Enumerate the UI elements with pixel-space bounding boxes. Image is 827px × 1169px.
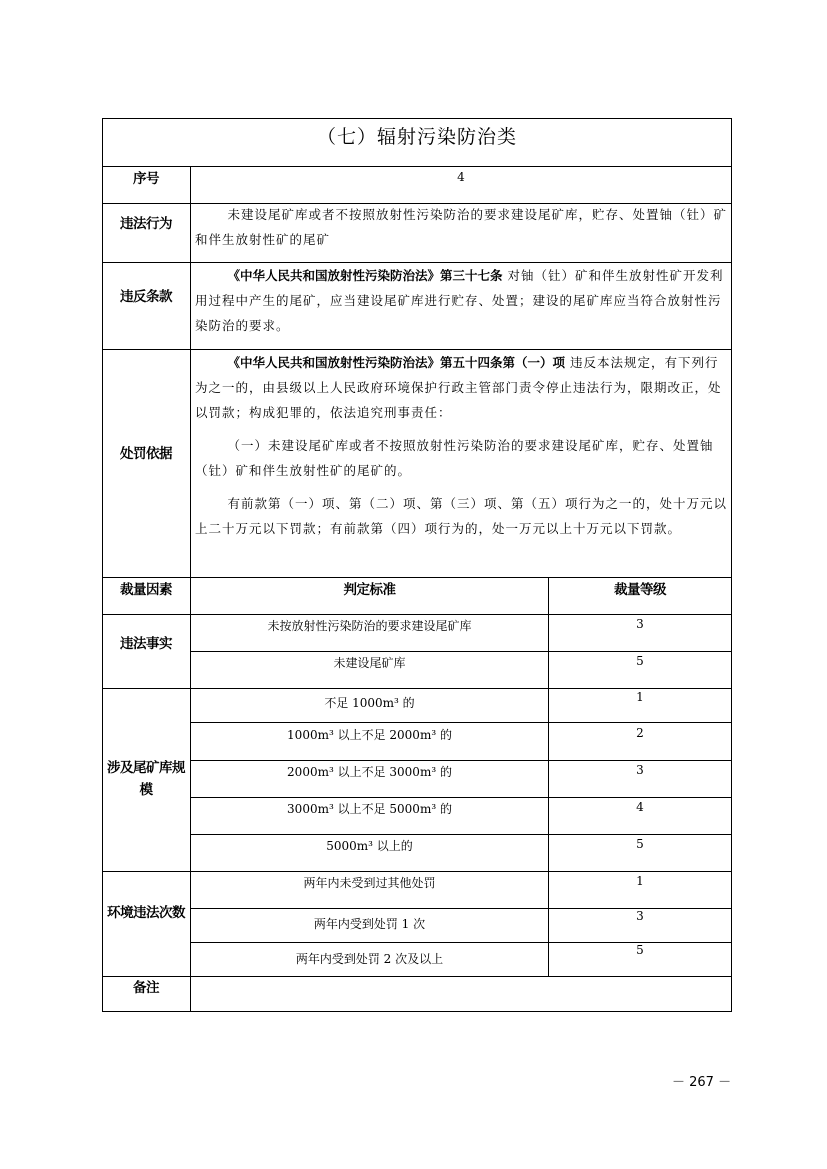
criteria-cell: 未按放射性污染防治的要求建设尾矿库 <box>267 619 472 633</box>
criteria-cell: 两年内受到处罚 1 次 <box>313 917 426 931</box>
level-cell: 5 <box>636 837 644 851</box>
basis-fine-rule: 有前款第（一）项、第（二）项、第（三）项、第（五）项行为之一的，处十万元以上二十万元以下罚款；有前款第（四）项行为的，处一万元以上十万元以下罚款。 <box>195 496 728 536</box>
serial-value: 4 <box>457 170 465 184</box>
criteria-cell: 3000m³ 以上不足 5000m³ 的 <box>287 802 452 816</box>
violation-label: 违法行为 <box>120 216 172 232</box>
criteria-cell: 两年内受到处罚 2 次及以上 <box>295 952 444 966</box>
criteria-cell: 两年内未受到过其他处罚 <box>303 876 436 890</box>
row-divider <box>102 976 732 977</box>
clause-label: 违反条款 <box>120 289 172 305</box>
level-cell: 3 <box>636 909 644 923</box>
remarks-label: 备注 <box>133 980 159 996</box>
level-cell: 1 <box>636 874 644 888</box>
penalty-table <box>102 118 732 1012</box>
clause-body: 对铀（钍）矿和伴生放射性矿开发利用过程中产生的尾矿，应当建设尾矿库进行贮存、处置；建设的尾矿库应当符合放射性污染防治的要求。 <box>195 268 724 333</box>
violation-text <box>195 202 729 252</box>
table-border-top <box>102 118 732 119</box>
criteria-header: 判定标准 <box>343 582 396 598</box>
clause-text <box>195 263 729 338</box>
table-border-bottom <box>102 1011 732 1012</box>
violation-paragraph: 未建设尾矿库或者不按照放射性污染防治的要求建设尾矿库，贮存、处置铀（钍）矿和伴生放射性矿的尾矿 <box>195 207 728 247</box>
row-divider <box>102 614 732 615</box>
row-divider <box>190 651 732 652</box>
row-divider <box>190 834 732 835</box>
serial-label: 序号 <box>133 171 159 187</box>
row-divider <box>190 722 732 723</box>
table-border-left <box>102 118 103 1012</box>
basis-item-one: （一）未建设尾矿库或者不按照放射性污染防治的要求建设尾矿库，贮存、处置铀（钍）矿和伴生放射性矿的尾矿的。 <box>195 438 714 478</box>
basis-label: 处罚依据 <box>120 446 172 462</box>
level-cell: 4 <box>636 800 644 814</box>
clause-law-reference: 《中华人民共和国放射性污染防治法》第三十七条 <box>227 268 503 283</box>
level-cell: 2 <box>636 726 644 740</box>
basis-text <box>195 350 731 541</box>
row-divider <box>190 760 732 761</box>
level-cell: 1 <box>636 690 644 704</box>
page-number: － 267 － <box>672 1075 732 1090</box>
criteria-cell: 2000m³ 以上不足 3000m³ 的 <box>287 765 452 779</box>
level-cell: 3 <box>636 617 644 631</box>
factor-header: 裁量因素 <box>120 582 172 598</box>
level-cell: 5 <box>636 654 644 668</box>
factor-label: 环境违法次数 <box>107 905 185 921</box>
factor-label: 涉及尾矿库规模 <box>107 760 185 798</box>
row-divider <box>102 577 732 578</box>
level-cell: 3 <box>636 763 644 777</box>
criteria-cell: 1000m³ 以上不足 2000m³ 的 <box>287 728 452 742</box>
criteria-cell: 不足 1000m³ 的 <box>324 696 415 710</box>
row-divider <box>190 797 732 798</box>
criteria-cell: 未建设尾矿库 <box>333 656 406 670</box>
level-header: 裁量等级 <box>614 582 666 598</box>
criteria-cell: 5000m³ 以上的 <box>326 839 413 853</box>
factor-label: 违法事实 <box>120 636 172 652</box>
row-divider <box>102 688 732 689</box>
level-cell: 5 <box>636 943 644 957</box>
table-border-right <box>731 118 732 1012</box>
basis-body: 违反本法规定，有下列行为之一的，由县级以上人民政府环境保护行政主管部门责令停止违法行为，限期改正，处以罚款；构成犯罪的，依法追究刑事责任： <box>195 355 722 420</box>
row-divider <box>102 871 732 872</box>
table-title: （七）辐射污染防治类 <box>316 126 517 148</box>
basis-law-reference: 《中华人民共和国放射性污染防治法》第五十四条第（一）项 <box>227 355 566 370</box>
row-divider <box>102 166 732 167</box>
